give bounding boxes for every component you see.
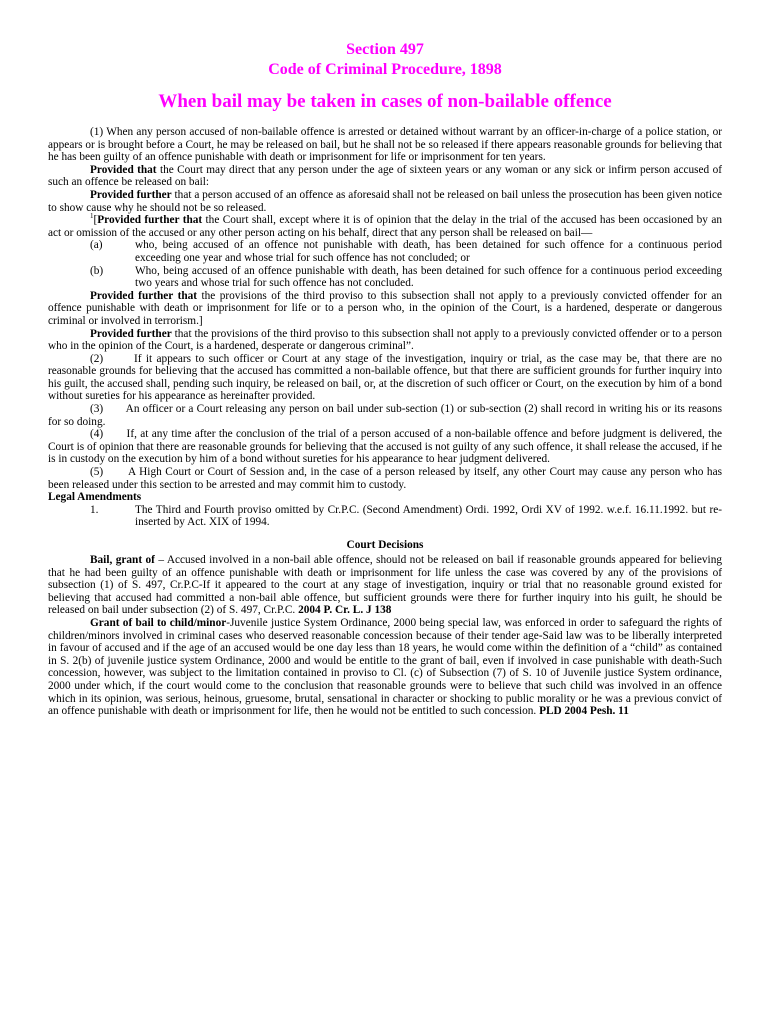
list-number: (b)	[90, 264, 104, 277]
decision-lead: Bail, grant of	[90, 554, 155, 566]
decision-2	[48, 617, 722, 718]
proviso-lead: Provided further	[90, 188, 172, 201]
list-text: who, being accused of an offence not punishable with death, has been detained for such offence for a continuous period exceeding one year and whose trial for such offence has not concluded; or	[135, 239, 722, 264]
proviso-text: that a person accused of an offence as aforesaid shall not be released on bail unless the prosecution has been given notice to show cause why he should not be so released.	[48, 188, 722, 214]
proviso-text: the provisions of the third proviso to this subsection shall not apply to a previously convicted offender for an offence punishable with death or imprisonment for life or to a person who, in the opinion of the Court, is a hardened, desperate or dangerous criminal or involved in terrorism.]	[48, 289, 722, 327]
decision-citation: PLD 2004 Pesh. 11	[539, 705, 629, 718]
code-title: Code of Criminal Procedure, 1898	[268, 61, 502, 78]
decision-1	[48, 554, 722, 617]
proviso-text: that the provisions of the third proviso to this subsection shall not apply to a previously convicted offender or to a person who in the opinion of the Court, is a hardened, desperate or dangerous criminal”.	[48, 327, 722, 353]
list-item-a	[48, 239, 722, 264]
proviso-5	[48, 328, 722, 353]
subsection-3: (3) An officer or a Court releasing any person on bail under sub-section (1) or sub-section (2) shall record in writing his or its reasons for so doing.	[48, 403, 722, 428]
subsection-1: (1) When any person accused of non-bailable offence is arrested or detained without warrant by an officer-in-charge of a police station, or appears or is brought before a Court, he may be released on bail, but he shall not be so released if there appears reasonable grounds for believing that he has been guilty of an offence punishable with death or imprisonment for life or imprisonment for ten years.	[48, 126, 722, 164]
list-text: The Third and Fourth proviso omitted by Cr.P.C. (Second Amendment) Ordi. 1992, Ordi XV of 1992. w.e.f. 16.11.1992. but re-inserted by Act. XIX of 1994.	[135, 503, 722, 529]
proviso-lead: Provided further	[90, 327, 172, 340]
proviso-text: the Court shall, except where it is of opinion that the delay in the trial of the accused has been occasioned by an act or omission of the accused or any other person acting on his behalf, direct that any person shall be released on bail—	[48, 214, 722, 239]
decision-lead: Grant of bail to child/minor	[90, 616, 227, 629]
proviso-4	[48, 290, 722, 328]
page-title: When bail may be taken in cases of non-bailable offence	[158, 91, 612, 112]
list-text: Who, being accused of an offence punishable with death, has been detained for such offence for a continuous period exceeding two years and whose trial for such offence has not concluded.	[135, 264, 722, 290]
decision-citation: 2004 P. Cr. L. J 138	[298, 604, 392, 617]
proviso-2	[48, 189, 722, 214]
bracket-open: [	[93, 214, 98, 227]
proviso-1	[48, 164, 722, 189]
proviso-lead: Provided that	[90, 163, 157, 176]
proviso-text: the Court may direct that any person under the age of sixteen years or any woman or any sick or infirm person accused of such an offence be released on bail:	[48, 163, 722, 189]
proviso-lead: Provided further that	[90, 289, 198, 302]
footnote-marker: 1	[90, 212, 94, 221]
decisions-heading: Court Decisions	[346, 539, 424, 551]
amendments-heading: Legal Amendments	[48, 491, 142, 504]
list-number: (a)	[90, 239, 103, 252]
amendment-item	[48, 504, 722, 529]
subsection-2: (2) If it appears to such officer or Court at any stage of the investigation, inquiry or trial, as the case may be, that there are no reasonable grounds for believing that the accused has committed a non-bailable offence, but that there are sufficient grounds for further inquiry into his guilt, the accused shall, pending such inquiry, be released on bail, or, at the discretion of such officer or Court, on the execution by him of a bond without sureties for his appearance as hereinafter provided.	[48, 352, 722, 403]
subsection-5: (5) A High Court or Court of Session and, in the case of a person released by itself, any other Court may cause any person who has been released under this section to be arrested and may commit him to custody.	[48, 466, 722, 491]
proviso-3	[48, 214, 722, 239]
decision-text: -Juvenile justice System Ordinance, 2000 being special law, was enforced in order to safeguard the rights of children/minors involved in criminal cases who deserved reasonable concession because of their tender age-Said law was to be liberally interpreted in favour of accused and if the age of an accused would be one day less than 18 years, he would come within the definition of a “child” as contained in S. 2(b) of juvenile justice system Ordinance, 2000 and would be entitle to the grant of bail, even if involved in case punishable with death-Such concession, however, was subject to the limitation contained in proviso to Cl. (c) of Subsection (7) of S. 10 of Juvenile justice System ordinance, 2000 under which, if the court would come to the conclusion that reasonable grounds were to believe that such child was involved in an offence which in its opinion, was serious, heinous, gruesome, brutal, sensational in character or shocking to public morality or he was a previous convict of an offence punishable with death or imprisonment for life, then he would not be entitled to such concession.	[48, 616, 722, 718]
list-number: 1.	[90, 503, 99, 516]
list-item-b	[48, 265, 722, 290]
subsection-4: (4) If, at any time after the conclusion of the trial of a person accused of a non-bailable offence and before judgment is delivered, the Court is of opinion that there are reasonable grounds for believing that the accused is not guilty of any such offence, it shall release the accused, if he is in custody on the execution by him of a bond without sureties for his appearance to hear judgment delivered.	[48, 428, 722, 466]
section-number: Section 497	[346, 41, 424, 58]
decision-text: – Accused involved in a non-bail able offence, should not be released on bail if reasonable grounds appeared for believing that he had been guilty of an offence punishable with death or imprisonment for life unless the case was covered by any of the provisions of subsection (1) of S. 497, Cr.P.C-If it appeared to the court at any stage of investigation, inquiry or trial that no reasonable ground existed for believing that accused had committed a non-bail able offence, but sufficient grounds were there for further inquiry into his guilt, he should be released on bail under subsection (2) of S. 497, Cr.P.C.	[48, 554, 722, 617]
proviso-lead: Provided further that	[97, 214, 203, 227]
document-page	[48, 40, 722, 718]
